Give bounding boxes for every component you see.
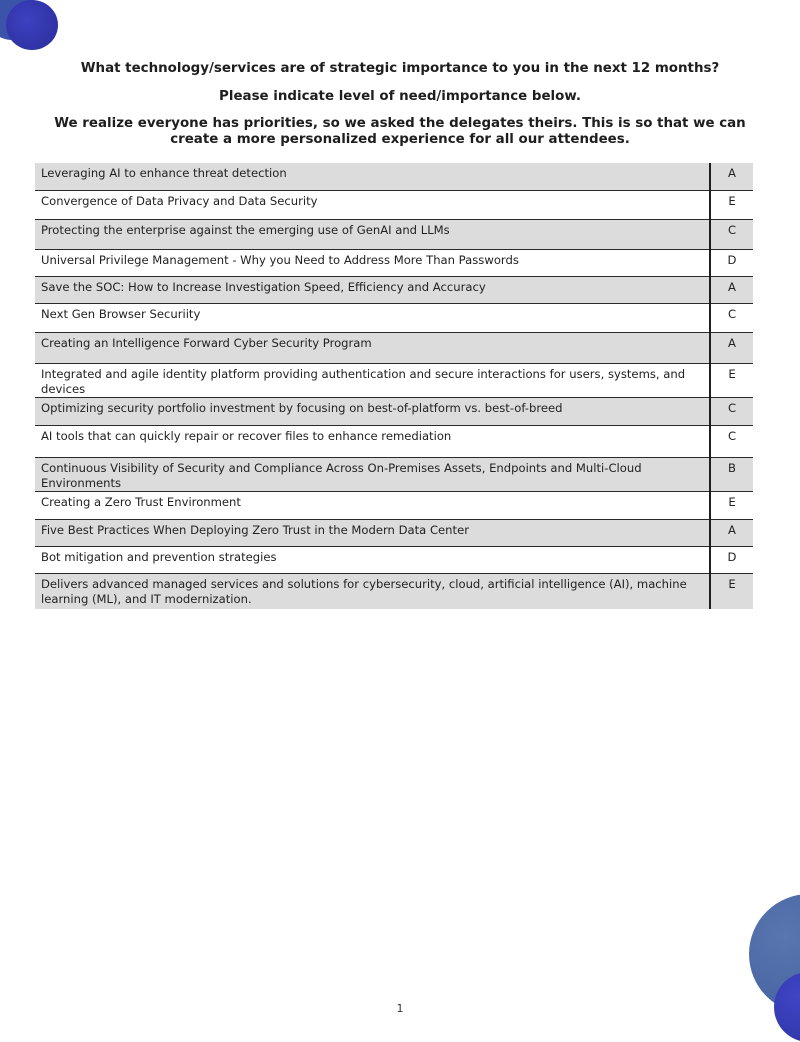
topic-cell: Next Gen Browser Securiity — [35, 303, 710, 332]
table-row — [35, 397, 753, 425]
importance-level-cell: B — [710, 457, 753, 491]
topic-cell: Delivers advanced managed services and solutions for cybersecurity, cloud, artificial intelligence (AI), machine learning (ML), and IT modernization. — [35, 573, 710, 609]
topic-cell: Continuous Visibility of Security and Compliance Across On-Premises Assets, Endpoints and Multi-Cloud Environments — [35, 457, 710, 491]
priority-table — [35, 163, 753, 609]
importance-level-cell: E — [710, 363, 753, 397]
table-row — [35, 249, 753, 276]
importance-level-cell: A — [710, 519, 753, 546]
survey-explanation-heading: We realize everyone has priorities, so we asked the delegates theirs. This is so that we can create a more personalized experience for all our attendees. — [54, 116, 746, 147]
table-row — [35, 190, 753, 219]
decorative-circle-top-left-overlay — [6, 0, 58, 50]
importance-level-cell: A — [710, 276, 753, 303]
survey-instruction-heading: Please indicate level of need/importance below. — [219, 89, 581, 104]
topic-cell: Save the SOC: How to Increase Investigation Speed, Efficiency and Accuracy — [35, 276, 710, 303]
table-row — [35, 519, 753, 546]
table-row — [35, 163, 753, 190]
topic-cell: Optimizing security portfolio investment by focusing on best-of-platform vs. best-of-breed — [35, 397, 710, 425]
page-number: 1 — [396, 1002, 404, 1015]
importance-level-cell: D — [710, 249, 753, 276]
table-row — [35, 457, 753, 491]
table-row — [35, 573, 753, 609]
table-row — [35, 425, 753, 457]
importance-level-cell: E — [710, 491, 753, 519]
table-row — [35, 219, 753, 249]
importance-level-cell: C — [710, 425, 753, 457]
importance-level-cell: C — [710, 219, 753, 249]
table-row — [35, 332, 753, 363]
table-row — [35, 491, 753, 519]
table-row — [35, 276, 753, 303]
survey-question-heading: What technology/services are of strategic importance to you in the next 12 months? — [80, 61, 720, 76]
table-row — [35, 363, 753, 397]
importance-level-cell: D — [710, 546, 753, 573]
importance-level-cell: A — [710, 332, 753, 363]
importance-level-cell: E — [710, 190, 753, 219]
topic-cell: Bot mitigation and prevention strategies — [35, 546, 710, 573]
importance-level-cell: C — [710, 303, 753, 332]
topic-cell: Creating a Zero Trust Environment — [35, 491, 710, 519]
topic-cell: Creating an Intelligence Forward Cyber Security Program — [35, 332, 710, 363]
topic-cell: Protecting the enterprise against the emerging use of GenAI and LLMs — [35, 219, 710, 249]
importance-level-cell: C — [710, 397, 753, 425]
table-row — [35, 303, 753, 332]
topic-cell: Convergence of Data Privacy and Data Security — [35, 190, 710, 219]
topic-cell: Leveraging AI to enhance threat detection — [35, 163, 710, 190]
table-row — [35, 546, 753, 573]
topic-cell: Five Best Practices When Deploying Zero Trust in the Modern Data Center — [35, 519, 710, 546]
importance-level-cell: A — [710, 163, 753, 190]
importance-level-cell: E — [710, 573, 753, 609]
topic-cell: AI tools that can quickly repair or recover files to enhance remediation — [35, 425, 710, 457]
topic-cell: Universal Privilege Management - Why you Need to Address More Than Passwords — [35, 249, 710, 276]
topic-cell: Integrated and agile identity platform providing authentication and secure interactions for users, systems, and devices — [35, 363, 710, 397]
